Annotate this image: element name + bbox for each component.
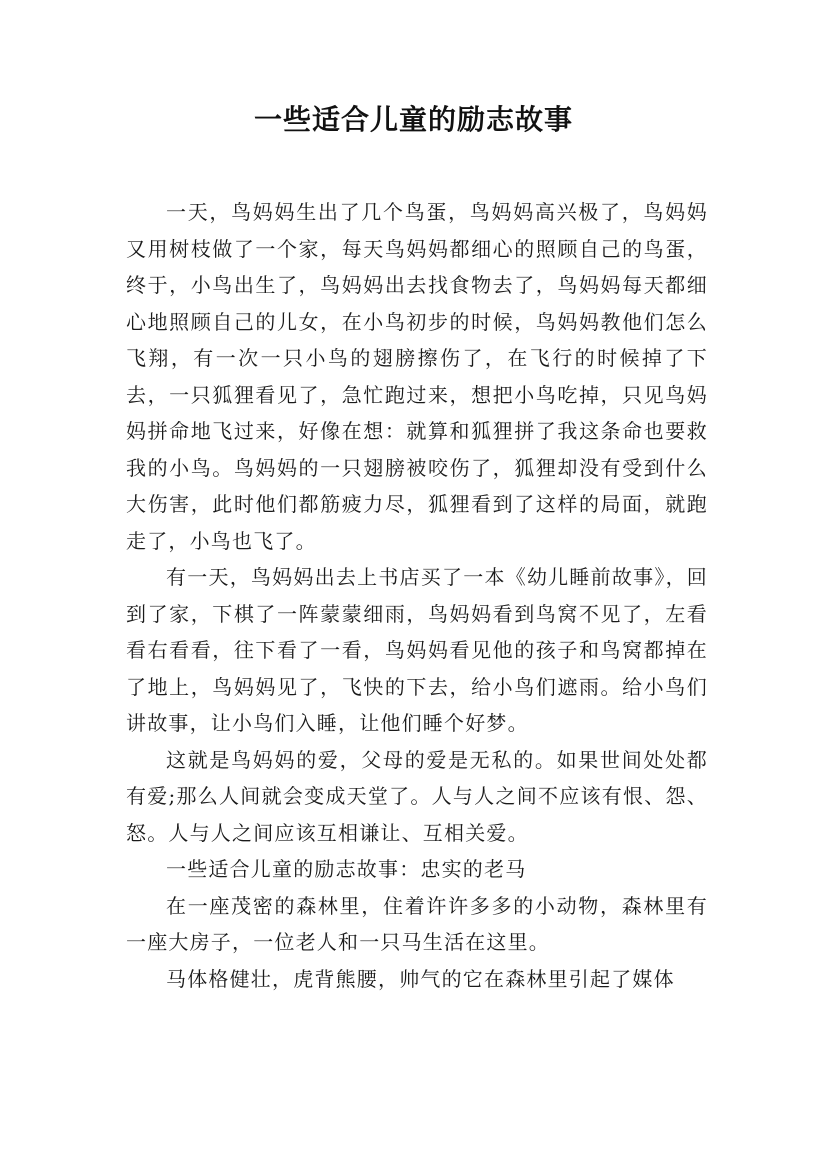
paragraph: 一天，鸟妈妈生出了几个鸟蛋，鸟妈妈高兴极了，鸟妈妈又用树枝做了一个家，每天鸟妈妈都细心的照顾自己的鸟蛋，终于，小鸟出生了，鸟妈妈出去找食物去了，鸟妈妈每天都细心地照顾自己的儿女，在小鸟初步的时候，鸟妈妈教他们怎么飞翔，有一次一只小鸟的翅膀擦伤了，在飞行的时候掉了下去，一只狐狸看见了，急忙跑过来，想把小鸟吃掉，只见鸟妈妈拼命地飞过来，好像在想：就算和狐狸拼了我这条命也要救我的小鸟。鸟妈妈的一只翅膀被咬伤了，狐狸却没有受到什么大伤害，此时他们都筋疲力尽，狐狸看到了这样的局面，就跑走了，小鸟也飞了。 xyxy=(126,200,708,553)
document-body xyxy=(126,194,708,997)
section-heading: 一些适合儿童的励志故事：忠实的老马 xyxy=(166,857,527,881)
paragraph: 马体格健壮，虎背熊腰，帅气的它在森林里引起了媒体 xyxy=(166,966,675,991)
paragraph: 在一座茂密的森林里，住着许许多多的小动物，森林里有一座大房子，一位老人和一只马生活在这里。 xyxy=(126,893,708,954)
document-title: 一些适合儿童的励志故事 xyxy=(253,103,573,136)
paragraph: 这就是鸟妈妈的爱，父母的爱是无私的。如果世间处处都有爱;那么人间就会变成天堂了。人与人之间不应该有恨、怨、怒。人与人之间应该互相谦让、互相关爱。 xyxy=(126,747,708,845)
paragraph: 有一天，鸟妈妈出去上书店买了一本《幼儿睡前故事》，回到了家，下棋了一阵蒙蒙细雨，鸟妈妈看到鸟窝不见了，左看看右看看，往下看了一看，鸟妈妈看见他的孩子和鸟窝都掉在了地上，鸟妈妈见了，飞快的下去，给小鸟们遮雨。给小鸟们讲故事，让小鸟们入睡，让他们睡个好梦。 xyxy=(126,565,708,735)
